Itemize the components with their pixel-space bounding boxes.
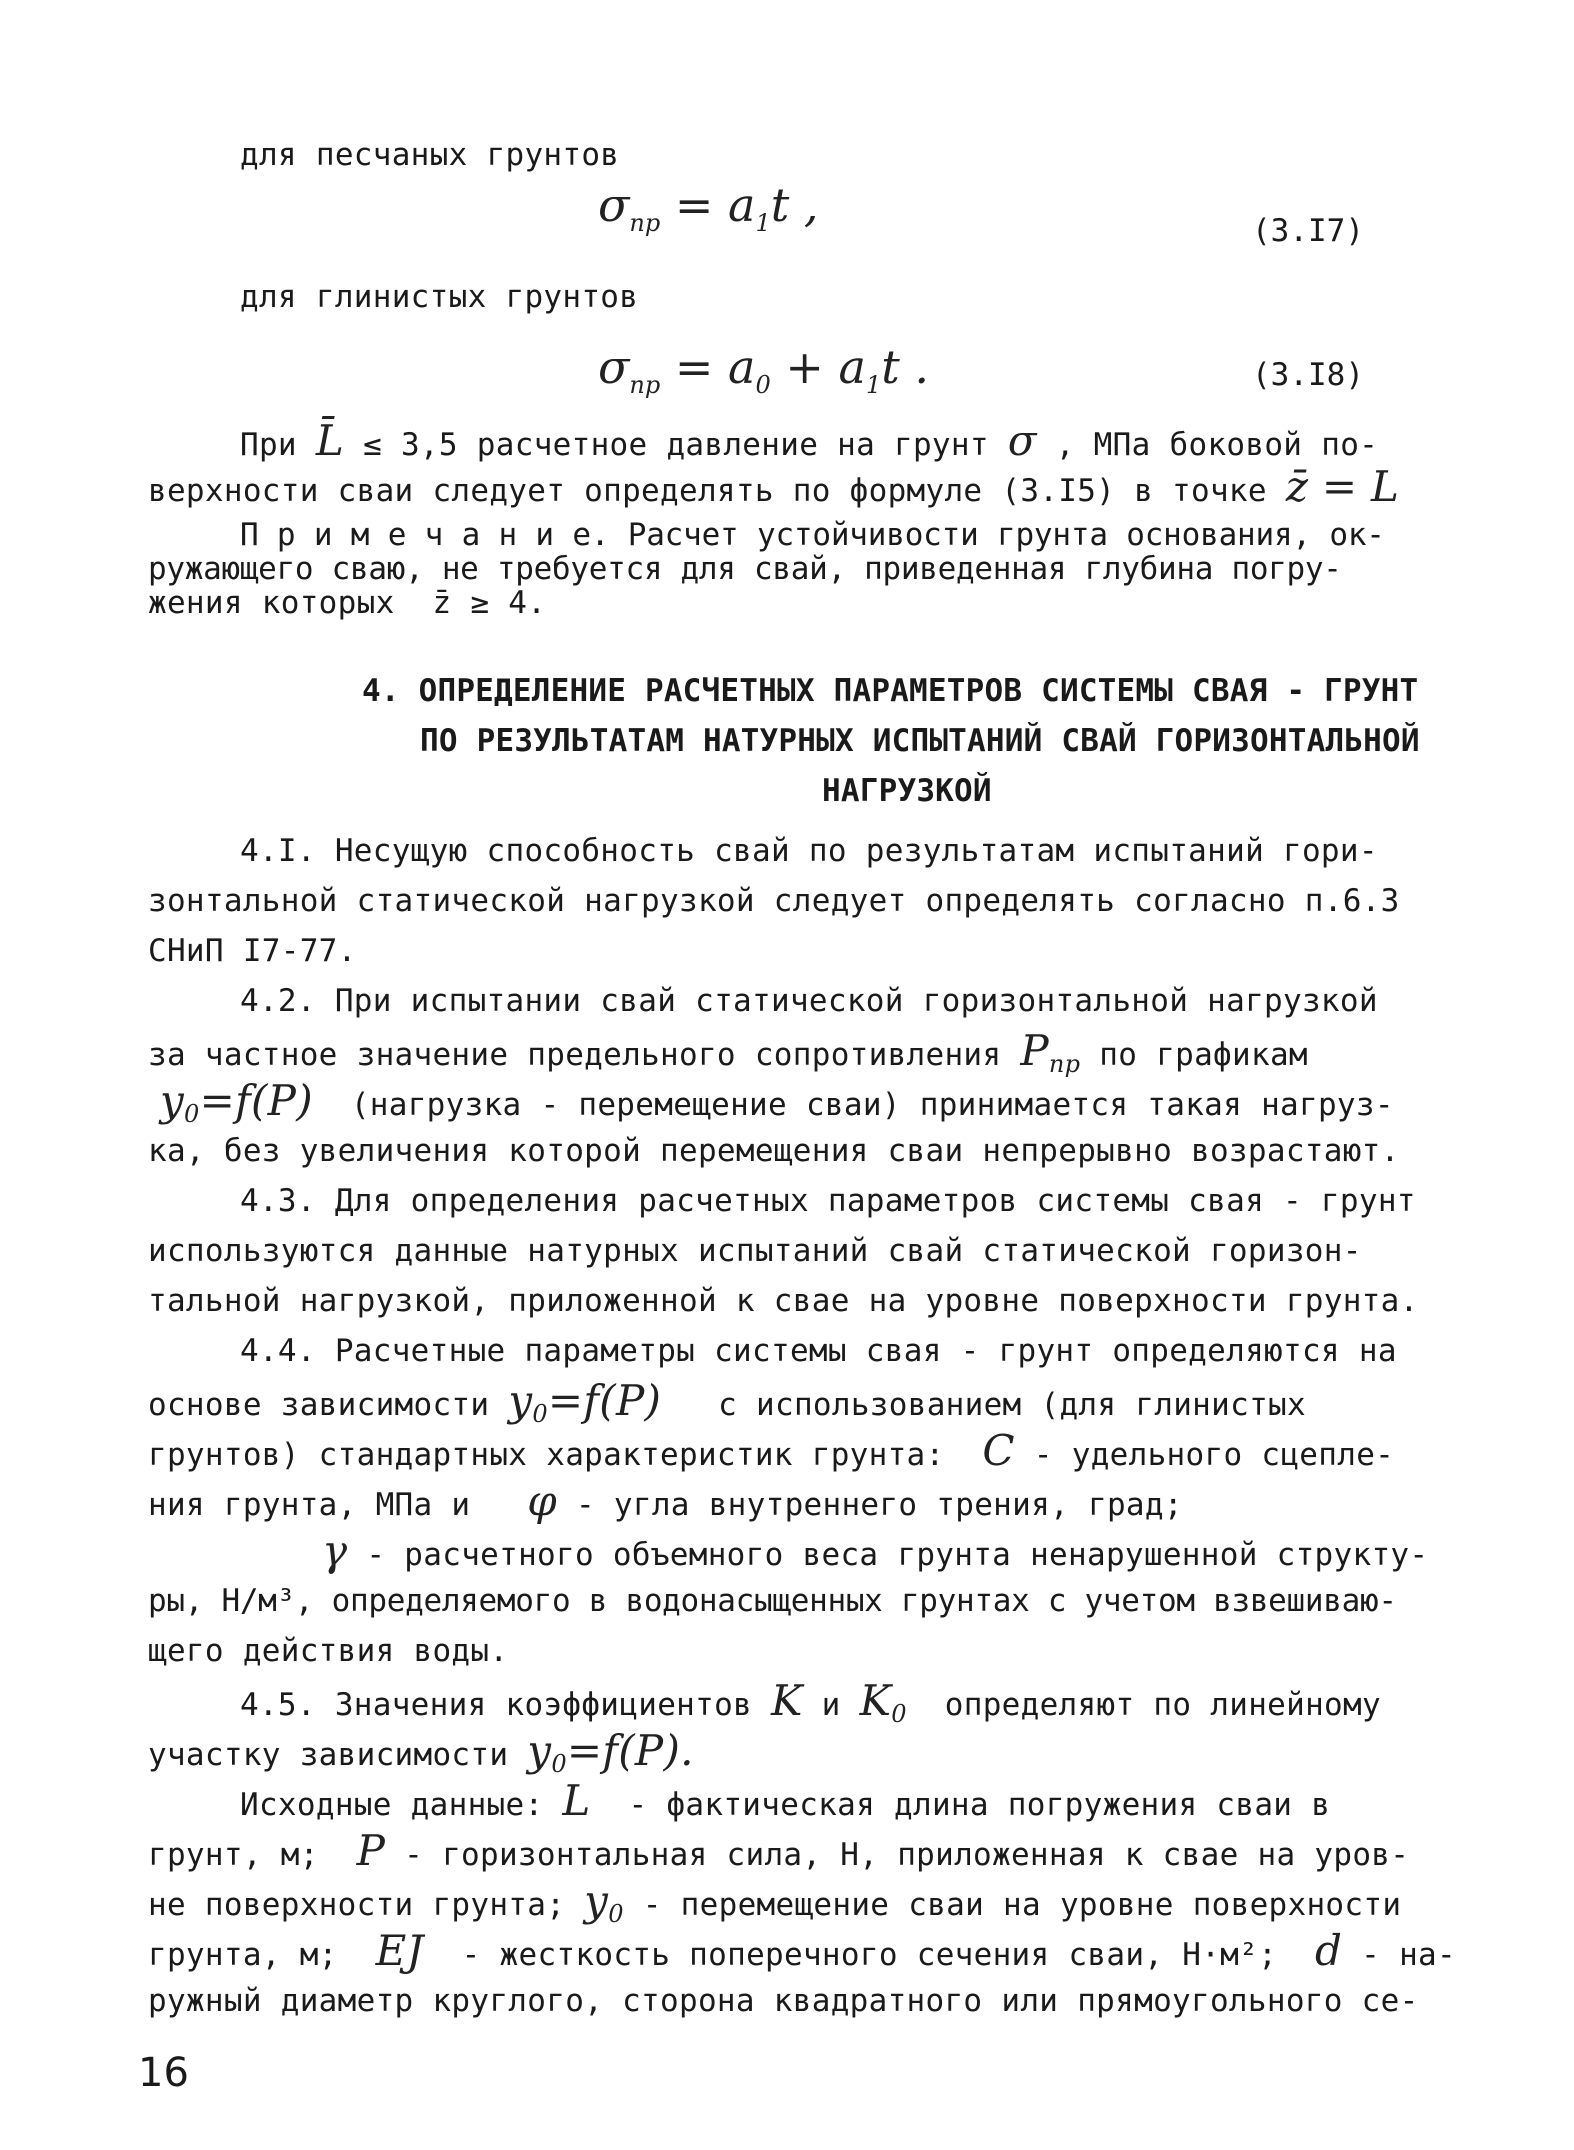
text-line: 4.3. Для определения расчетных параметров системы свая - грунт: [240, 1183, 1416, 1219]
formula-3-17: $\sigma_{пр} = a_1t$ ,: [598, 178, 819, 238]
text-line: ружный диаметр круглого, сторона квадратного или прямоугольного се-: [148, 1983, 1419, 2019]
text-line: тальной нагрузкой, приложенной к свае на уровне поверхности грунта.: [148, 1283, 1419, 1319]
text-line: верхности сваи следует определять по формуле (3.I5) в точке z̄ = L: [148, 462, 1400, 511]
text-line: для песчаных грунтов: [240, 137, 620, 173]
text-line: 4.I. Несущую способность свай по результатам испытаний гори-: [240, 833, 1378, 869]
page-number: 16: [138, 2050, 189, 2096]
text-line: за частное значение предельного сопротивления $P_{пр}$ по графикам: [148, 1026, 1308, 1079]
text-line: ры, Н/м³, определяемого в водонасыщенных грунтах с учетом взвешиваю-: [148, 1583, 1397, 1619]
text-line: щего действия воды.: [148, 1633, 509, 1669]
text-line: основе зависимости $y_0=f(P)$ с использованием (для глинистых: [148, 1376, 1306, 1429]
section-heading: 4. ОПРЕДЕЛЕНИЕ РАСЧЕТНЫХ ПАРАМЕТРОВ СИСТЕМЫ СВАЯ - ГРУНТ: [362, 673, 1419, 709]
text-line: $y_0=f(P)$ (нагрузка - перемещение сваи) принимается такая нагруз-: [160, 1076, 1394, 1129]
text-line: грунта, м; EJ - жесткость поперечного сечения сваи, Н·м²; d - на-: [148, 1926, 1456, 1975]
text-line: ка, без увеличения которой перемещения сваи непрерывно возрастают.: [148, 1133, 1400, 1169]
text-line: 4.4. Расчетные параметры системы свая - грунт определяются на: [240, 1333, 1397, 1369]
section-heading: НАГРУЗКОЙ: [822, 773, 992, 809]
text-line: ния грунта, МПа и φ - угла внутреннего трения, град;: [148, 1476, 1183, 1525]
note-line: ружающего сваю, не требуется для свай, приведенная глубина погру-: [148, 551, 1342, 587]
note-line: П р и м е ч а н и е. Расчет устойчивости грунта основания, ок-: [240, 517, 1385, 553]
text-line: не поверхности грунта; $y_0$ - перемещение сваи на уровне поверхности: [148, 1876, 1402, 1929]
text-line: участку зависимости $y_0=f(P)$.: [148, 1726, 694, 1779]
note-line: жения которых z̄ ≥ 4.: [148, 585, 547, 621]
text-line: для глинистых грунтов: [240, 279, 639, 315]
text-line: При L̄ ≤ 3,5 расчетное давление на грунт σ , МПа боковой по-: [240, 416, 1379, 465]
text-line: 4.2. При испытании свай статической горизонтальной нагрузкой: [240, 983, 1378, 1019]
text-line: грунтов) стандартных характеристик грунта: C - удельного сцепле-: [148, 1426, 1395, 1475]
text-line: используются данные натурных испытаний свай статической горизон-: [148, 1233, 1362, 1269]
equation-number: (3.I8): [1252, 357, 1364, 393]
text-line: СНиП I7-77.: [148, 933, 357, 969]
text-line: Исходные данные: L - фактическая длина погружения сваи в: [240, 1776, 1331, 1825]
text-line: γ - расчетного объемного веса грунта ненарушенной структу-: [322, 1526, 1429, 1575]
text-line: зонтальной статической нагрузкой следует определять согласно п.6.3: [148, 883, 1400, 919]
text-line: 4.5. Значения коэффициентов K и $K_0$ определяют по линейному: [240, 1676, 1381, 1729]
equation-number: (3.I7): [1252, 213, 1364, 249]
formula-3-18: $\sigma_{пр} = a_0 + a_1t$ .: [598, 340, 929, 400]
text-line: грунт, м; P - горизонтальная сила, Н, приложенная к свае на уров-: [148, 1826, 1410, 1875]
section-heading: ПО РЕЗУЛЬТАТАМ НАТУРНЫХ ИСПЫТАНИЙ СВАЙ ГОРИЗОНТАЛЬНОЙ: [420, 723, 1420, 759]
